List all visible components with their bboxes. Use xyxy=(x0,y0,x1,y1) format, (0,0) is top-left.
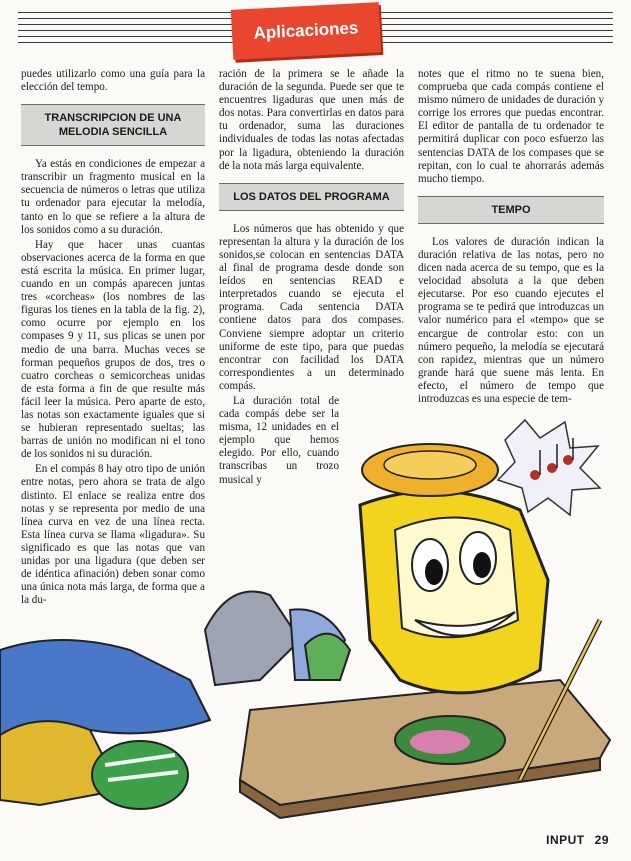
section-heading: TEMPO xyxy=(418,196,604,224)
column-2 xyxy=(219,68,404,489)
page-number: 29 xyxy=(594,833,609,847)
paragraph: En el compás 8 hay otro tipo de unión entre notas, pero ahora se trata de algo distinto. El enlace se realiza entre dos notas y se representa por medio de una línea curva en vez de una línea recta. Esta línea curva se llama «ligadura». Su significado es que las notas que van unidas por una ligadura (que deben ser de idéntica afinación) deben sonar como una única nota más larga, de forma que a la du- xyxy=(21,463,205,607)
column-1 xyxy=(21,68,205,609)
paragraph: puedes utilizarlo como una guía para la elección del tempo. xyxy=(21,68,205,94)
section-heading: LOS DATOS DEL PROGRAMA xyxy=(219,183,404,211)
paragraph: Los valores de duración indican la duración relativa de las notas, pero no dicen nada acerca de su tempo, que es la velocidad absoluta a la que deben ejecutarse. Por eso cuando ejecutes el programa se te pedirá que introduzcas un valor numérico para el «tempo» que se encargue de controlar esto: con un número pequeño, la melodía se ejecutará con rapidez, mientras que un número grande hará que suene más lenta. En efecto, el número de tempo que introduzcas es una especie de tem- xyxy=(418,235,604,405)
paragraph: Hay que hacer unas cuantas observaciones acerca de la forma en que está escrita la música. En primer lugar, cuando en un compás aparecen juntas tres «corcheas» (los nombres de las figuras los tienes en la tabla de la fig. 2), como ocurre por ejemplo en los compases 9 y 11, sus plicas se unen por medio de una barra. Muchas veces se forman pequeños grupos de dos, tres o cuatro corcheas o semicorcheas unidas de esta forma a fin de que resulte más fácil leer la música. Pero aparte de esto, las notas son exactamente iguales que si se hubieran representado sueltas; las barras de unión no modifican ni el tono de los sonidos ni su duración. xyxy=(21,238,205,461)
paragraph: notes que el ritmo no te suena bien, comprueba que cada compás contiene el mismo número de unidades de duración y corrige los errores que puedas encontrar. El editor de pantalla de tu ordenador te permitirá duplicar con poco esfuerzo las sentencias DATA de los compases que se repitan, con lo cual te ahorrarás además mucho tiempo. xyxy=(418,68,604,185)
paragraph: ración de la primera se le añade la duración de la segunda. Puede ser que te encuentres ligaduras que unen más de dos notas. Para convertirlas en datos para tu ordenador, suma las duraciones individuales de todas las notas afectadas por la ligadura, obteniendo la duración de la nota más larga equivalente. xyxy=(219,68,404,172)
section-heading: TRANSCRIPCION DE UNA MELODIA SENCILLA xyxy=(21,104,205,146)
section-tab: Aplicaciones xyxy=(231,2,381,60)
page-footer xyxy=(536,833,609,847)
paragraph: Ya estás en condiciones de empezar a transcribir un fragmento musical en la secuencia de números o letras que utiliza tu ordenador para ejecutar la melodía, tanto en lo que se refiere a la altura de los sonidos como a su duración. xyxy=(21,158,205,236)
column-3 xyxy=(418,68,604,408)
magazine-name: INPUT xyxy=(546,833,585,847)
paragraph: La duración total de cada compás debe ser la misma, 12 unidades en el ejemplo que hemos elegido. Por ello, cuando transcribas un trozo musical y xyxy=(219,394,339,486)
paragraph: Los números que has obtenido y que representan la altura y la duración de los sonidos,se colocan en sentencias DATA al final de programa desde donde son leídos en sentencias READ e interpretados cuando se ejecuta el programa. Cada sentencia DATA contiene datos para dos compases. Conviene siempre adoptar un criterio uniforme de este tipo, para que puedas encontrar con facilidad los DATA correspondientes a un determinado compás. xyxy=(219,222,404,392)
